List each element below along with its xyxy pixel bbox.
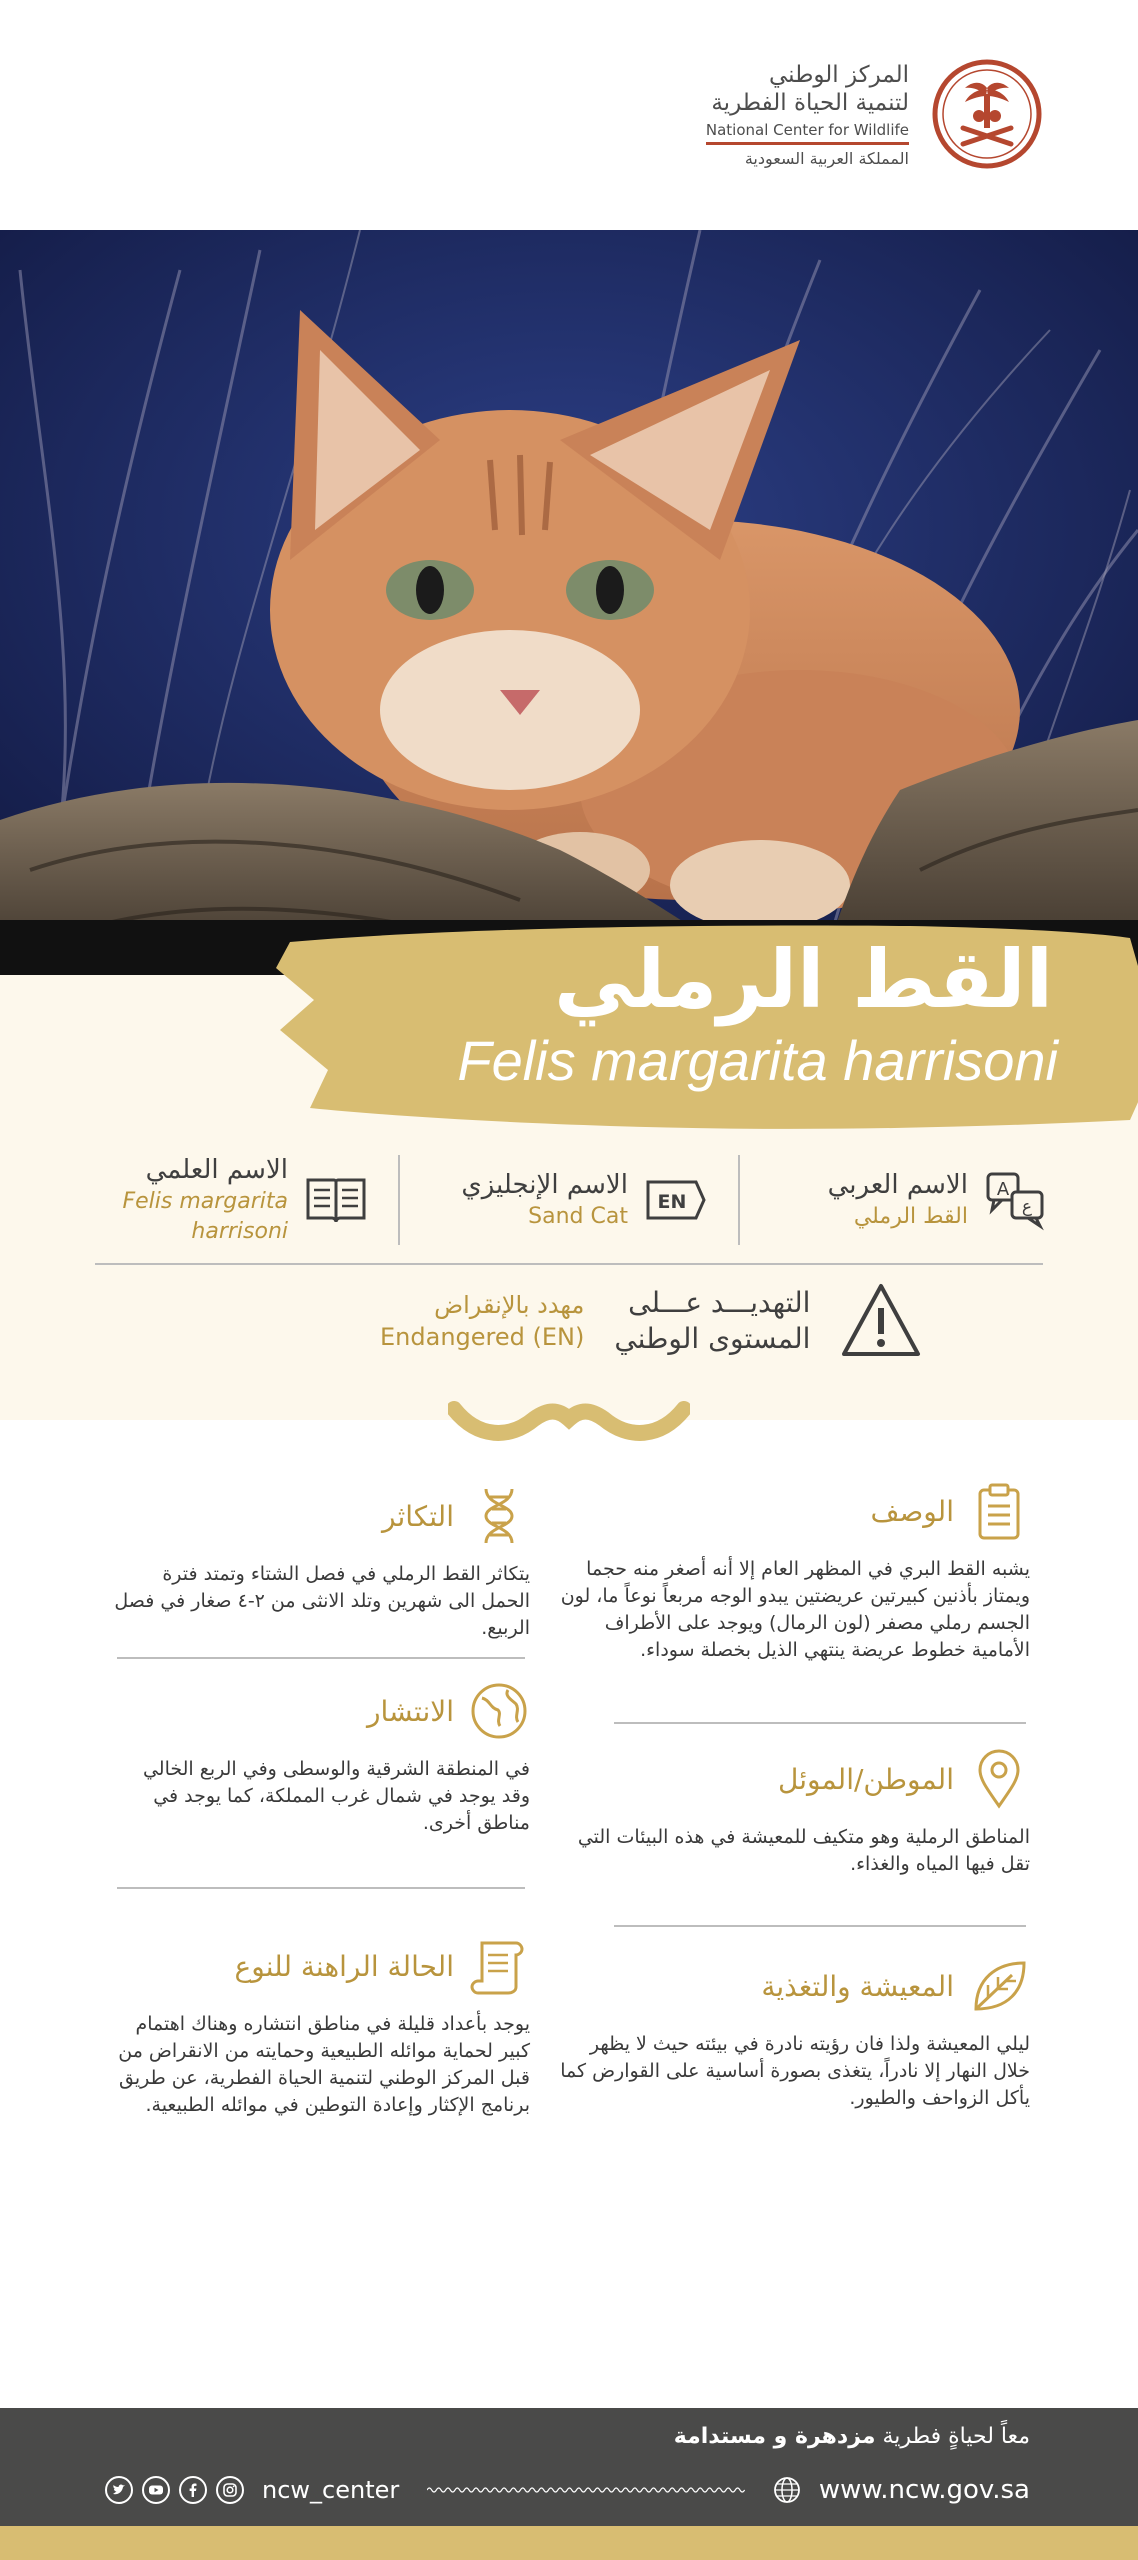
location-pin-icon bbox=[968, 1748, 1030, 1810]
section-distribution bbox=[110, 1680, 530, 1837]
scroll-icon bbox=[468, 1935, 530, 1997]
scientific-name-cell bbox=[60, 1155, 400, 1245]
reproduction-text: يتكاثر القط الرملي في فصل الشتاء وتمتد فترة الحمل الى شهرين وتلد الانثى من ٢-٤ صغار في فصل الربيع. bbox=[114, 1563, 530, 1639]
twitter-icon[interactable] bbox=[105, 2476, 133, 2504]
habitat-text: المناطق الرملية وهو متكيف للمعيشة في هذه البيئات التي تقل فيها المياه والغذاء. bbox=[577, 1826, 1030, 1875]
slogan-bold: مزدهرة و مستدامة bbox=[673, 2424, 876, 2449]
section-rule bbox=[614, 1722, 1026, 1724]
youtube-icon[interactable] bbox=[142, 2476, 170, 2504]
svg-text:A: A bbox=[996, 1179, 1010, 1200]
reproduction-title: التكاثر bbox=[382, 1499, 454, 1533]
section-description bbox=[560, 1480, 1030, 1664]
palm-emblem-icon bbox=[931, 58, 1043, 170]
footer-slogan bbox=[674, 2424, 1030, 2449]
header bbox=[0, 0, 1138, 230]
threat-label bbox=[614, 1285, 810, 1357]
arabic-name-label: الاسم العربي bbox=[827, 1170, 968, 1200]
social-handle[interactable]: ncw_center bbox=[262, 2476, 400, 2504]
section-rule bbox=[117, 1887, 525, 1889]
section-status bbox=[110, 1935, 530, 2119]
names-row bbox=[60, 1155, 1078, 1245]
footer bbox=[0, 2408, 1138, 2526]
wave-ornament bbox=[448, 1395, 690, 1447]
status-title: الحالة الراهنة للنوع bbox=[234, 1949, 454, 1983]
section-rule bbox=[117, 1657, 525, 1659]
description-title: الوصف bbox=[870, 1494, 954, 1528]
divider bbox=[95, 1263, 1043, 1265]
section-habitat bbox=[560, 1748, 1030, 1878]
facebook-icon[interactable] bbox=[179, 2476, 207, 2504]
threat-value-arabic: مهدد بالإنقراض bbox=[434, 1291, 585, 1319]
footer-links bbox=[105, 2470, 1030, 2510]
species-arabic-title: القط الرملي bbox=[554, 933, 1053, 1026]
website-link[interactable]: www.ncw.gov.sa bbox=[818, 2475, 1030, 2505]
threat-value-english: Endangered (EN) bbox=[380, 1323, 585, 1351]
website-globe-icon bbox=[773, 2476, 801, 2504]
logo-arabic-line2: لتنمية الحياة الفطرية bbox=[711, 89, 909, 116]
warning-icon bbox=[840, 1280, 922, 1362]
open-book-icon bbox=[304, 1168, 368, 1232]
description-text: يشبه القط البري في المظهر العام إلا أنه أصغر منه حجما ويمتاز بأذنين كبيرتين عريضتين يبدو الوجه مربعاً نوعاً ما، لون الجسم رملي مصفر (لون الرمال) ويوجد على الأطراف الأمامية خطوط عريضة ينتهي الذيل بخصلة سوداء. bbox=[560, 1558, 1030, 1661]
logo-text bbox=[706, 61, 909, 168]
instagram-icon[interactable] bbox=[216, 2476, 244, 2504]
logo-arabic-line1: المركز الوطني bbox=[768, 61, 909, 88]
english-name-label: الاسم الإنجليزي bbox=[461, 1170, 628, 1200]
diet-title: المعيشة والتغذية bbox=[761, 1969, 954, 2003]
svg-text:ع: ع bbox=[1021, 1197, 1033, 1217]
distribution-title: الانتشار bbox=[366, 1694, 454, 1728]
ncw-logo bbox=[706, 58, 1043, 170]
leaf-icon bbox=[968, 1955, 1030, 2017]
habitat-title: الموطن/الموئل bbox=[778, 1762, 954, 1796]
section-reproduction bbox=[110, 1485, 530, 1642]
logo-english: National Center for Wildlife bbox=[706, 121, 909, 145]
status-text: يوجد بأعداد قليلة في مناطق انتشاره وهناك اهتمام كبير لحماية موائله الطبيعية وحمايته من الانقراض من قبل المركز الوطني لتنمية الحياة الفطرية، عن طريق برنامج الإكثار وإعادة التوطين في موائله الطبيعية. bbox=[118, 2013, 530, 2116]
social-icons bbox=[105, 2476, 244, 2504]
english-name-value: Sand Cat bbox=[528, 1204, 628, 1229]
threat-label-line1: التهديـــد عـــلى bbox=[628, 1286, 811, 1319]
gold-strip bbox=[0, 2526, 1138, 2560]
species-scientific-title: Felis margarita harrisoni bbox=[457, 1029, 1058, 1092]
logo-arabic-line3: المملكة العربية السعودية bbox=[744, 148, 909, 168]
dna-icon bbox=[468, 1485, 530, 1547]
scientific-name-label: الاسم العلمي bbox=[145, 1155, 288, 1185]
arabic-name-cell bbox=[740, 1155, 1078, 1245]
en-badge: EN bbox=[657, 1191, 687, 1213]
distribution-text: في المنطقة الشرقية والوسطى وفي الربع الخالي وقد يوجد في شمال غرب المملكة، كما يوجد في مناطق أخرى. bbox=[142, 1758, 530, 1834]
dotted-divider bbox=[427, 2486, 745, 2494]
english-name-cell bbox=[400, 1155, 740, 1245]
threat-status bbox=[380, 1280, 922, 1362]
scientific-name-value: Felis margarita harrisoni bbox=[122, 1189, 288, 1244]
section-diet bbox=[560, 1955, 1030, 2112]
globe-icon bbox=[468, 1680, 530, 1742]
section-rule bbox=[614, 1925, 1026, 1927]
arabic-name-value: القط الرملي bbox=[853, 1204, 968, 1229]
slogan-regular: معاً لحياةٍ فطرية bbox=[882, 2424, 1030, 2449]
clipboard-icon bbox=[968, 1480, 1030, 1542]
sand-cat-photo bbox=[0, 230, 1138, 975]
en-tag-icon bbox=[644, 1168, 708, 1232]
threat-label-line2: المستوى الوطني bbox=[614, 1322, 811, 1355]
diet-text: ليلي المعيشة ولذا فان رؤيته نادرة في بيئته حيث لا يظهر خلال النهار إلا نادراً، يتغذى بصورة أساسية على القوارض كما يأكل الزواحف والطيور. bbox=[560, 2033, 1030, 2109]
translate-icon bbox=[984, 1168, 1048, 1232]
threat-values bbox=[380, 1289, 584, 1353]
